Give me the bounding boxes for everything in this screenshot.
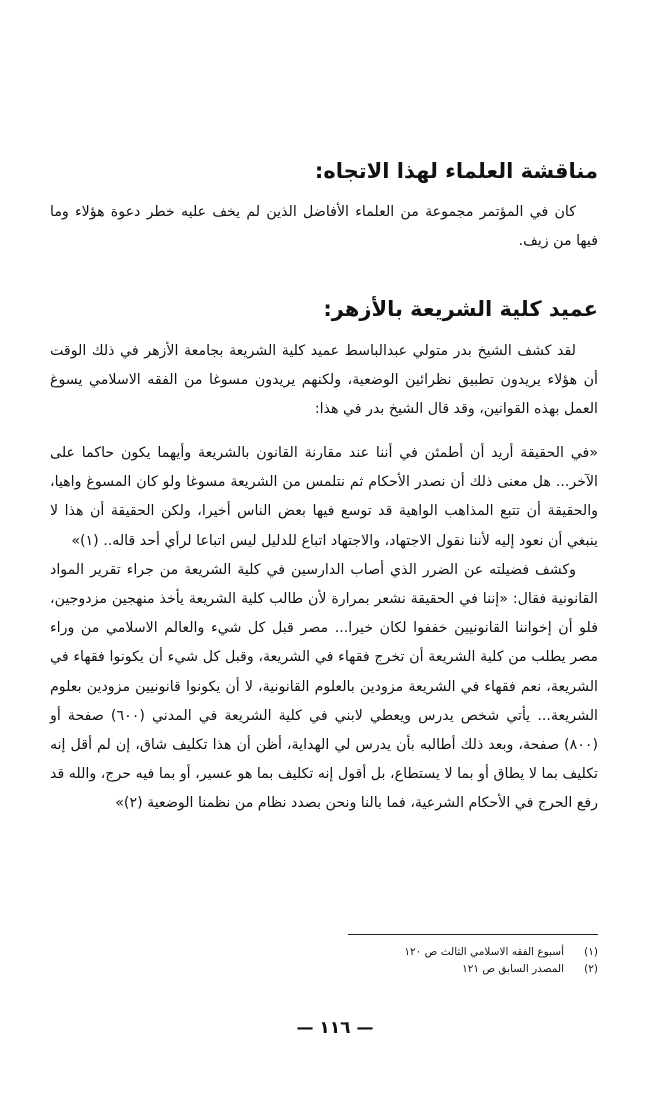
footnote-text: أسبوع الفقه الاسلامي الثالث ص ١٢٠ bbox=[404, 946, 564, 958]
footnote-text: المصدر السابق ص ١٢١ bbox=[462, 963, 564, 975]
page-number: — ١١٦ — bbox=[296, 1018, 374, 1038]
footnote-number: (٢) bbox=[584, 963, 598, 975]
footnote-item bbox=[404, 961, 598, 978]
section-body-debate bbox=[50, 198, 598, 256]
paragraph-conference: كان في المؤتمر مجموعة من العلماء الأفاضل الذين لم يخف عليه خطر دعوة هؤلاء وما فيها من زيف. bbox=[50, 204, 598, 250]
footnote-separator bbox=[348, 934, 598, 935]
footnotes bbox=[404, 944, 598, 978]
footnote-number: (١) bbox=[584, 946, 598, 958]
section-body-dean-quotes bbox=[50, 439, 598, 819]
paragraph-dean-intro: لقد كشف الشيخ بدر متولي عبدالباسط عميد كلية الشريعة بجامعة الأزهر في ذلك الوقت أن هؤلاء يريدون تطبيق نظرائين الوضعية، ولكنهم يريدون مسوغا من الفقه الاسلامي يسوغ العمل بهذه القوانين، وقد قال الشيخ بدر في هذا: bbox=[50, 343, 598, 418]
footnote-item bbox=[404, 944, 598, 961]
quote-paragraph: «في الحقيقة أريد أن أطمئن في أننا عند مقارنة القانون بالشريعة وأيهما يكون حاكما على الآخر... هل معنى ذلك أن نصدر الأحكام ثم نتلمس من الشريعة مسوغا ولو كان المسوغ واهيا، والحقيقة أن تتبع المذاهب الواهية قد توسع فيها بعض الناس أخيرا، ولكن الحقيقة أن هذا لا ينبغي أن نعود إليه لأننا نقول الاجتهاد، والاجتهاد اتباع للدليل ليس اتباعا لرأي أحد قاله.. (١)» bbox=[50, 445, 598, 549]
section-heading-debate: مناقشة العلماء لهذا الاتجاه: bbox=[314, 159, 598, 183]
paragraph-continuation: وكشف فضيلته عن الضرر الذي أصاب الدارسين في كلية الشريعة من جراء تقرير المواد القانونية فقال: «إننا في الحقيقة نشعر بمرارة لأن طالب كلية الشريعة يأخذ منهجين مزدوجين، فلو أن إخواننا القانونيين خففوا لكان خيرا... مصر قبل كل شيء والعالم الاسلامي من وراء مصر يطلب من كلية الشريعة أن تخرج فقهاء في الشريعة، وقبل كل شيء أن يكونوا فقهاء في الشريعة، نعم فقهاء في الشريعة مزودين بالعلوم القانونية، لا أن يكونوا قانونيين مزودين بعلوم الشريعة... يأتي شخص يدرس ويعطي لابني في كلية الشريعة في المدني (٦٠٠) صفحة أو (٨٠٠) صفحة، وبعد ذلك أطالبه بأن يدرس لي الهداية، أظن أن هذا تكليف شاق، إن لم أقل إنه تكليف بما لا يطاق أو بما لا يستطاع، بل أقول إنه تكليف بما هو عسير، أو بما فيه حرج، والله قد رفع الحرج في الأحكام الشرعية، فما بالنا ونحن بصدد نظام من نظمنا الوضعية (٢)» bbox=[50, 561, 598, 812]
section-heading-dean: عميد كلية الشريعة بالأزهر: bbox=[323, 297, 598, 321]
section-body-dean-intro bbox=[50, 337, 598, 425]
